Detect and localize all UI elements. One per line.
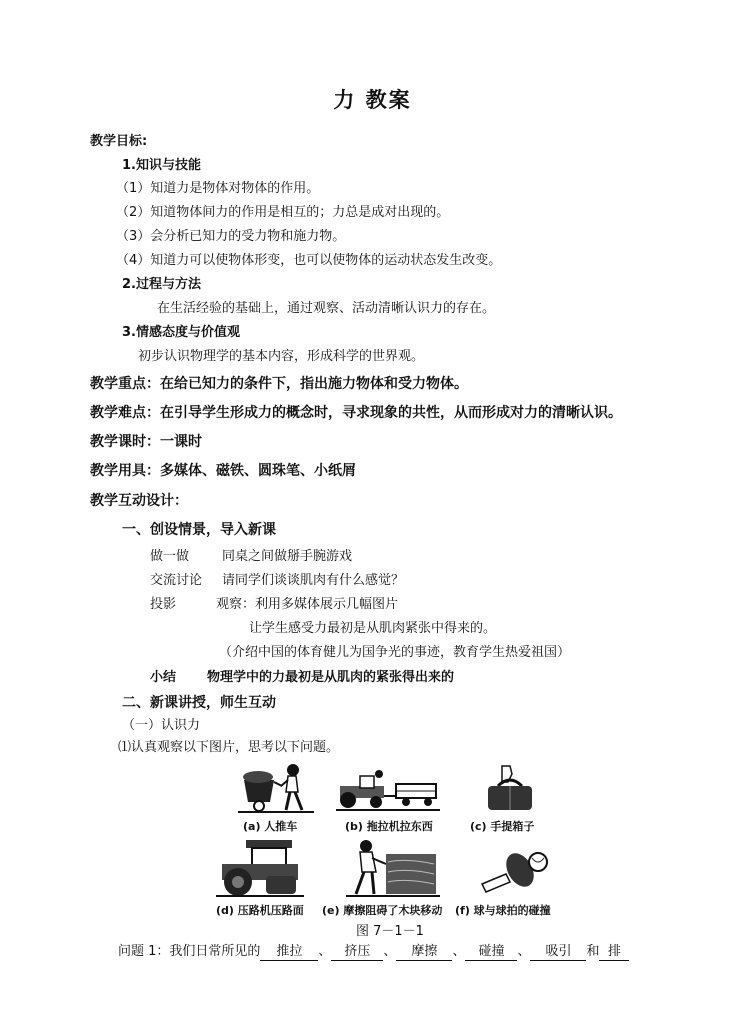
separator: 、 [318, 944, 332, 959]
section1-heading: 一、创设情景，导入新课 [122, 522, 276, 538]
ball-and-racket-illustration [480, 844, 554, 896]
knowledge-item: （3）会分析已知力的受力物和施力物。 [116, 229, 346, 244]
answer-blank: 推拉 [260, 944, 318, 961]
hand-lifting-box-illustration [484, 764, 536, 814]
section2-heading: 二、新课讲授，师生互动 [122, 695, 276, 711]
key-point: 教学重点：在给已知力的条件下，指出施力物体和受力物体。 [90, 376, 468, 392]
separator: 、 [452, 944, 466, 959]
figure-caption: (f) 球与球拍的碰撞 [455, 904, 551, 917]
figure-caption: (d) 压路机压路面 [216, 904, 304, 917]
activity-text: 请同学们谈谈肌肉有什么感觉？ [222, 573, 405, 588]
knowledge-heading: 1.知识与技能 [122, 158, 201, 173]
instruction-text: ⑴认真观察以下图片，思考以下问题。 [118, 740, 340, 755]
separator: 、 [383, 944, 397, 959]
friction-block-illustration [346, 838, 440, 898]
teaching-hours: 教学课时：一课时 [90, 434, 202, 450]
activity-text: 同桌之间做掰手腕游戏 [222, 549, 353, 564]
design-heading: 教学互动设计： [90, 493, 188, 509]
answer-blank: 碰撞 [465, 944, 517, 961]
activity-text: 观察：利用多媒体展示几幅图片 [216, 597, 399, 612]
knowledge-item: （2）知道物体间力的作用是相互的；力总是成对出现的。 [116, 205, 450, 220]
separator: 、 [517, 944, 531, 959]
figure-label: 图 7－1－1 [356, 924, 424, 939]
activity-label: 交流讨论 [150, 573, 203, 588]
question-1 [118, 940, 629, 961]
process-heading: 2.过程与方法 [122, 277, 201, 292]
figure-caption: (a) 人推车 [243, 820, 298, 833]
note-text: 让学生感受力最初是从肌肉紧张中得来的。 [249, 621, 497, 636]
activity-label: 投影 [150, 597, 177, 612]
summary-label: 小结 [150, 670, 177, 685]
summary-text: 物理学中的力最初是从肌肉的紧张得出来的 [207, 670, 455, 685]
answer-blank: 挤压 [331, 944, 383, 961]
road-roller-illustration [216, 838, 304, 898]
conjunction: 和 [586, 944, 600, 959]
attitude-text: 初步认识物理学的基本内容，形成科学的世界观。 [138, 349, 425, 364]
teaching-tools: 教学用具：多媒体、磁铁、圆珠笔、小纸屑 [90, 463, 356, 479]
section2-sub: （一）认识力 [122, 718, 201, 733]
answer-blank: 吸引 [530, 944, 586, 961]
answer-blank: 摩擦 [396, 944, 452, 961]
figure-caption: (b) 拖拉机拉东西 [345, 820, 433, 833]
tractor-pulling-illustration [336, 768, 440, 812]
figure-caption: (c) 手提箱子 [470, 820, 535, 833]
process-text: 在生活经验的基础上，通过观察、活动清晰认识力的存在。 [157, 301, 496, 316]
page-title: 力 教案 [333, 88, 412, 112]
person-pushing-cart-illustration [238, 762, 314, 814]
knowledge-item: （1）知道力是物体对物体的作用。 [116, 181, 320, 196]
note-text: （介绍中国的体育健儿为国争光的事迹，教育学生热爱祖国） [219, 645, 571, 660]
figure-caption: (e) 摩擦阻碍了木块移动 [322, 904, 443, 917]
attitude-heading: 3.情感态度与价值观 [122, 325, 240, 340]
difficulty: 教学难点：在引导学生形成力的概念时，寻求现象的共性，从而形成对力的清晰认识。 [90, 405, 622, 421]
objectives-heading: 教学目标: [90, 134, 148, 149]
answer-blank: 排 [599, 944, 629, 961]
question-prefix: 问题 1：我们日常所见的 [118, 944, 261, 959]
activity-label: 做一做 [150, 549, 190, 564]
knowledge-item: （4）知道力可以使物体形变，也可以使物体的运动状态发生改变。 [116, 253, 502, 268]
